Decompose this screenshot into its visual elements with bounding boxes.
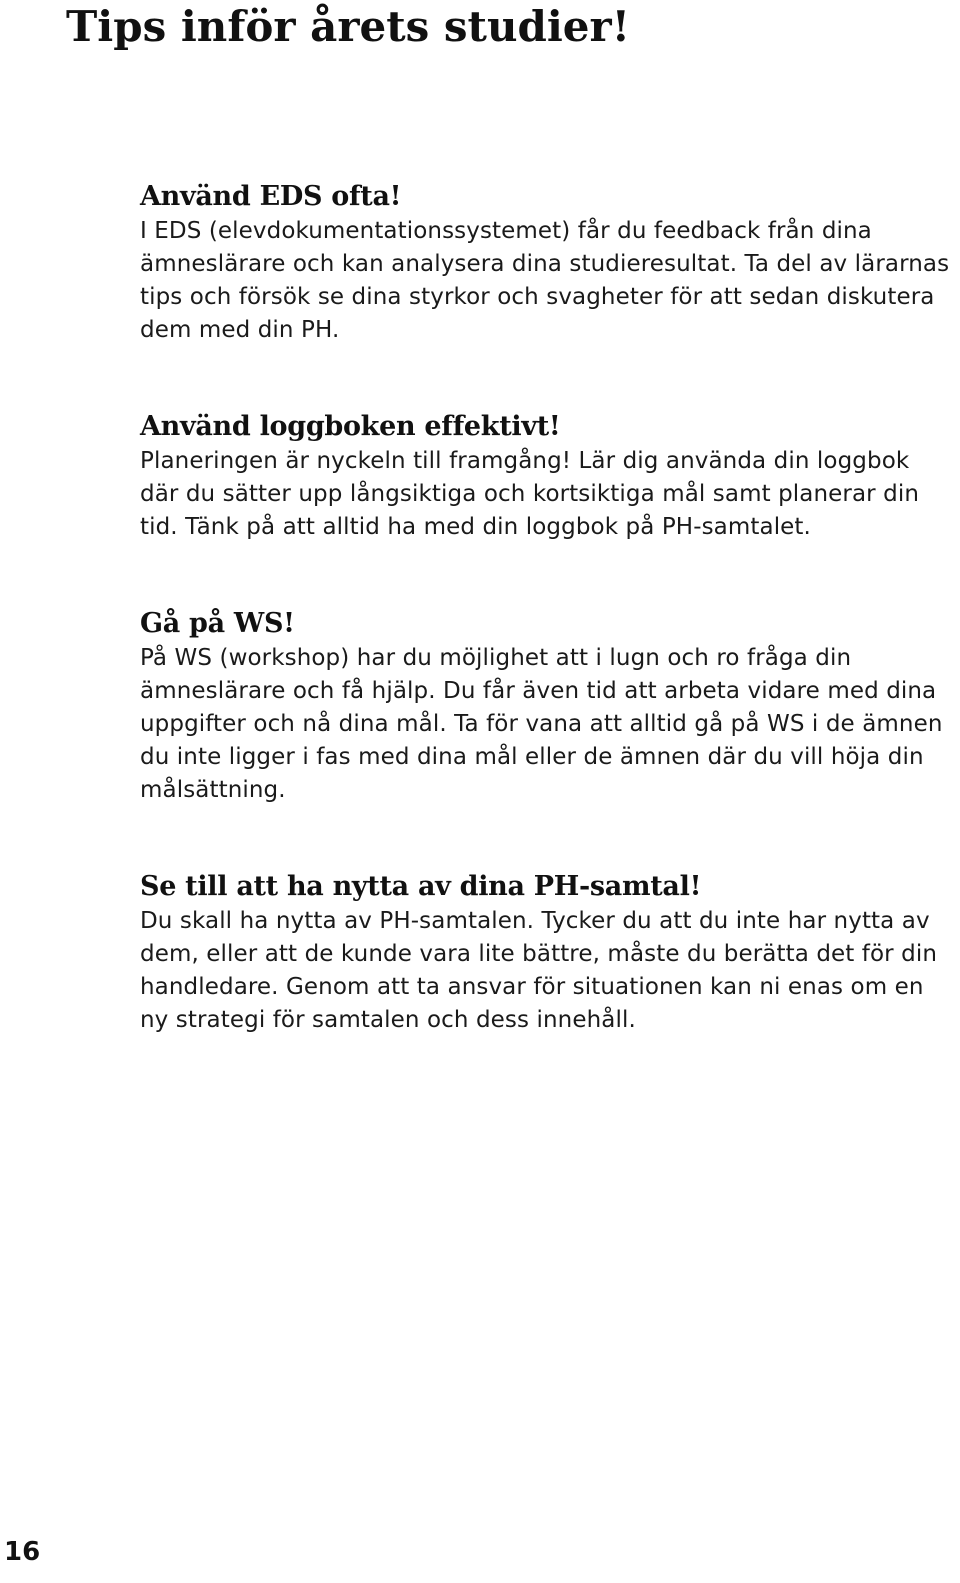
- tip-section-eds: [140, 179, 955, 347]
- section-heading: Se till att ha nytta av dina PH-samtal!: [140, 871, 702, 902]
- tip-section-loggbok: [140, 409, 955, 544]
- section-body: I EDS (elevdokumentationssystemet) får du feedback från dina ämneslärare och kan analysera dina studieresultat. Ta del av lärarnas tips och försök se dina styrkor och svagheter för att sedan diskutera dem med din PH.: [140, 218, 950, 343]
- section-heading: Gå på WS!: [140, 608, 295, 639]
- tip-section-ws: [140, 606, 955, 807]
- section-body: Planeringen är nyckeln till framgång! Lär dig använda din loggbok där du sätter upp långsiktiga och kortsiktiga mål samt planerar din tid. Tänk på att alltid ha med din loggbok på PH-samtalet.: [140, 448, 919, 540]
- section-heading: Använd loggboken effektivt!: [140, 411, 561, 442]
- tips-content: [140, 179, 955, 1037]
- section-heading: Använd EDS ofta!: [140, 181, 402, 212]
- page-number: 16: [4, 1537, 41, 1567]
- page-title: Tips inför årets studier!: [66, 2, 631, 51]
- tip-section-ph-samtal: [140, 869, 955, 1037]
- section-body: På WS (workshop) har du möjlighet att i lugn och ro fråga din ämneslärare och få hjälp. Du får även tid att arbeta vidare med dina uppgifter och nå dina mål. Ta för vana att alltid gå på WS i de ämnen du inte ligger i fas med dina mål eller de ämnen där du vill höja din målsättning.: [140, 645, 943, 803]
- section-body: Du skall ha nytta av PH-samtalen. Tycker du att du inte har nytta av dem, eller att de kunde vara lite bättre, måste du berätta det för din handledare. Genom att ta ansvar för situationen kan ni enas om en ny strategi för samtalen och dess innehåll.: [140, 908, 938, 1033]
